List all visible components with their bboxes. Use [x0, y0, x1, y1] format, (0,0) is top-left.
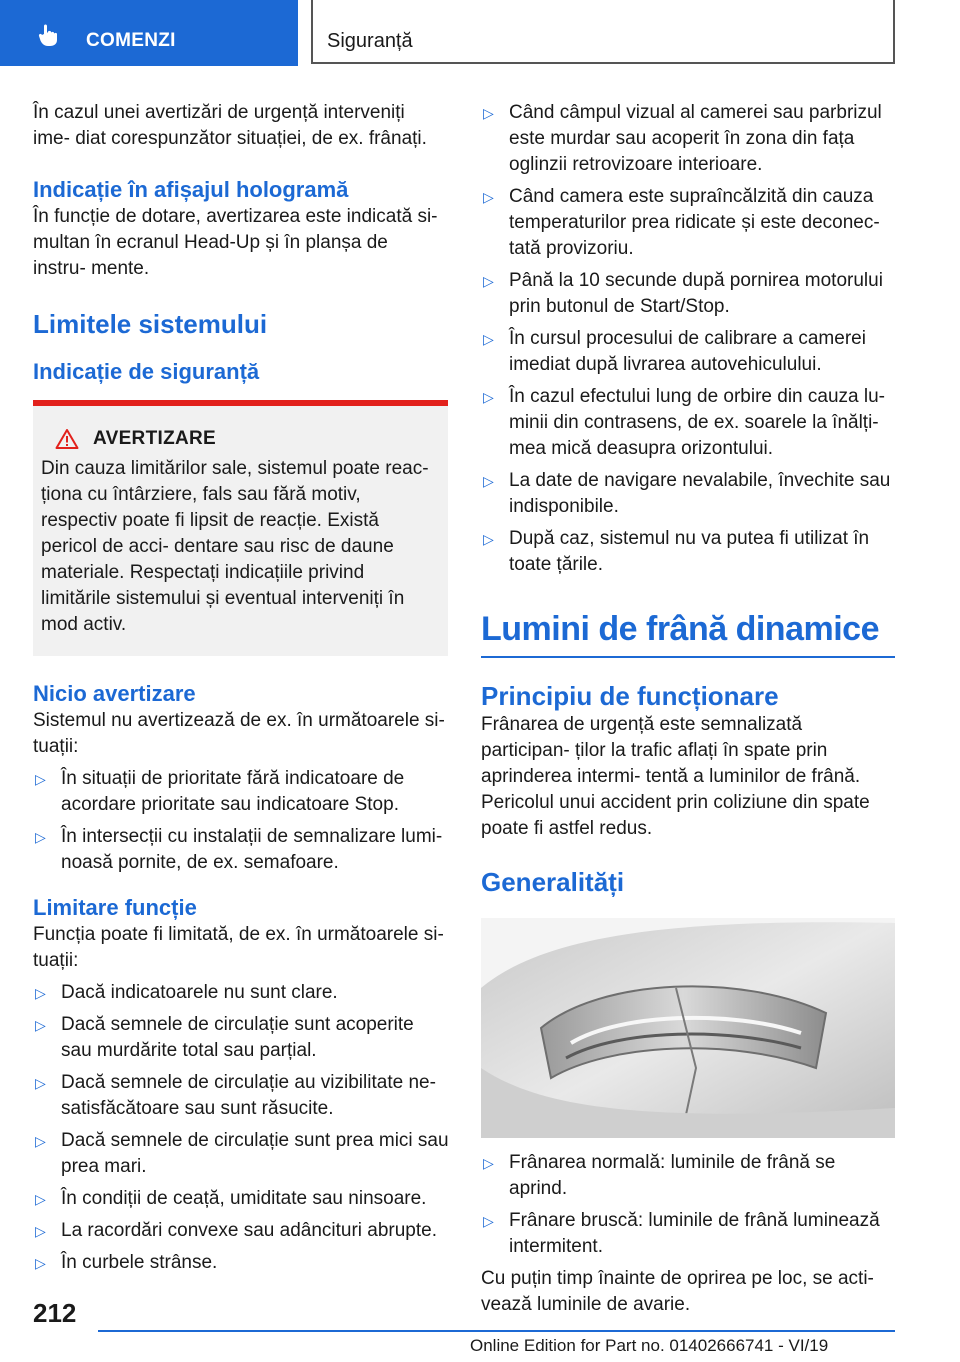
list-item: ▷ Dacă semnele de circulație au vizibilitate ne- satisfăcătoare sau sunt răsucite.	[35, 1072, 436, 1119]
list-item: ▷ Dacă indicatoarele nu sunt clare.	[33, 980, 449, 1006]
heading-principle: Principiu de funcționare	[481, 681, 779, 711]
section-title: Siguranță	[327, 30, 413, 52]
list-item: ▷ După caz, sistemul nu va putea fi utilizat în toate țările.	[483, 528, 870, 575]
hand-pointer-icon	[38, 22, 66, 48]
limit-list-continued	[481, 100, 897, 578]
page-number: 212	[33, 1298, 77, 1328]
warning-text: Din cauza limitărilor sale, sistemul poate reac- ționa cu întârziere, fals sau fără motiv, respectiv poate fi lipsit de reacție. Există pericol de acci- dentare sau risc de daune materiale. Respectați indicațiile privind limitările sistemului și eventual interveniți în mod activ.	[41, 458, 429, 635]
triangle-bullet-icon: ▷	[35, 1017, 46, 1033]
list-item: ▷ La date de navigare nevalabile, învechite sau indisponibile.	[483, 470, 891, 517]
triangle-bullet-icon: ▷	[35, 985, 46, 1001]
heading-function-limit: Limitare funcție	[33, 895, 197, 920]
heading-hologram: Indicație în afișajul hologramă	[33, 177, 349, 202]
list-item: ▷ Frânare bruscă: luminile de frână luminează intermitent.	[483, 1210, 880, 1257]
triangle-bullet-icon: ▷	[35, 1133, 46, 1149]
heading-safety-note: Indicație de siguranță	[33, 359, 260, 384]
no-warning-list	[33, 766, 449, 876]
heading-no-warning: Nicio avertizare	[33, 681, 196, 706]
list-item: ▷ În curbele strânse.	[33, 1250, 449, 1276]
triangle-bullet-icon: ▷	[483, 1213, 494, 1229]
general-list	[481, 1150, 897, 1260]
triangle-bullet-icon: ▷	[483, 189, 494, 205]
chapter-tab-label: COMENZI	[86, 30, 176, 51]
tail-light-illustration	[481, 918, 895, 1138]
paragraph-no-warning: Sistemul nu avertizează de ex. în următoarele si- tuații:	[33, 710, 445, 757]
triangle-bullet-icon: ▷	[35, 771, 46, 787]
triangle-bullet-icon: ▷	[35, 1255, 46, 1271]
triangle-bullet-icon: ▷	[483, 331, 494, 347]
triangle-bullet-icon: ▷	[483, 389, 494, 405]
list-item: ▷ Frânarea normală: luminile de frână se aprind.	[483, 1152, 836, 1199]
tail-light-photo	[481, 918, 895, 1138]
list-item: ▷ Când câmpul vizual al camerei sau parbrizul este murdar sau acoperit în zona din fața oglinzii retrovizoare interioare.	[483, 102, 882, 175]
heading-dynamic-brake-lights: Lumini de frână dinamice	[481, 610, 879, 648]
triangle-bullet-icon: ▷	[483, 531, 494, 547]
triangle-bullet-icon: ▷	[483, 105, 494, 121]
list-item: ▷ În situații de prioritate fără indicatoare de acordare prioritate sau indicatoare Stop.	[35, 768, 405, 815]
triangle-bullet-icon: ▷	[483, 1155, 494, 1171]
triangle-bullet-icon: ▷	[35, 829, 46, 845]
chapter-tab[interactable]	[0, 0, 298, 66]
warning-box	[33, 400, 448, 656]
list-item: ▷ Dacă semnele de circulație sunt prea mici sau prea mari.	[35, 1130, 449, 1177]
heading-underline	[481, 656, 895, 658]
triangle-bullet-icon: ▷	[483, 473, 494, 489]
list-item: ▷ Până la 10 secunde după pornirea motorului prin butonul de Start/Stop.	[483, 270, 883, 317]
paragraph-principle: Frânarea de urgență este semnalizată participan- ților la trafic aflați în spate prin aprinderea intermi- tentă a luminilor de frână. Pericolul unui accident prin coliziune din spate poate fi astfel redus.	[481, 714, 870, 839]
heading-system-limits: Limitele sistemului	[33, 309, 268, 339]
triangle-bullet-icon: ▷	[483, 273, 494, 289]
footer-edition: Online Edition for Part no. 01402666741 - VI/19	[470, 1336, 829, 1355]
left-column	[33, 100, 449, 1282]
intro-paragraph: În cazul unei avertizări de urgență interveniți ime- diat corespunzător situației, de ex. frânați.	[33, 102, 427, 149]
list-item: ▷ Dacă semnele de circulație sunt acoperite sau murdărite total sau parțial.	[35, 1014, 414, 1061]
warning-header	[55, 428, 438, 450]
list-item: ▷ În intersecții cu instalații de semnalizare lumi- noasă pornite, de ex. semafoare.	[35, 826, 443, 873]
paragraph-function-limit: Funcția poate fi limitată, de ex. în următoarele si- tuații:	[33, 924, 444, 971]
triangle-bullet-icon: ▷	[35, 1223, 46, 1239]
right-column	[481, 100, 897, 1318]
section-header	[311, 0, 895, 64]
list-item: ▷ În cursul procesului de calibrare a camerei imediat după livrarea autovehiculului.	[483, 328, 866, 375]
heading-general: Generalități	[481, 867, 625, 897]
list-item: ▷ În cazul efectului lung de orbire din cauza lu- minii din contrasens, de ex. soarele la înălți- mea mică deasupra orizontului.	[483, 386, 886, 459]
triangle-bullet-icon: ▷	[35, 1191, 46, 1207]
triangle-bullet-icon: ▷	[35, 1075, 46, 1091]
warning-title: AVERTIZARE	[93, 428, 216, 449]
list-item: ▷ La racordări convexe sau adâncituri abrupte.	[33, 1218, 449, 1244]
function-limit-list	[33, 980, 449, 1276]
paragraph-hazard-lights: Cu puțin timp înainte de oprirea pe loc, se acti- vează luminile de avarie.	[481, 1268, 874, 1315]
paragraph-hologram: În funcție de dotare, avertizarea este indicată si- multan în ecranul Head-Up și în planșa de instru- mente.	[33, 206, 438, 279]
list-item: ▷ Când camera este supraîncălzită din cauza temperaturilor prea ridicate și este deconec- tată provizoriu.	[483, 186, 880, 259]
list-item: ▷ În condiții de ceață, umiditate sau ninsoare.	[33, 1186, 449, 1212]
footer-rule	[98, 1330, 895, 1332]
warning-triangle-icon	[55, 428, 79, 450]
